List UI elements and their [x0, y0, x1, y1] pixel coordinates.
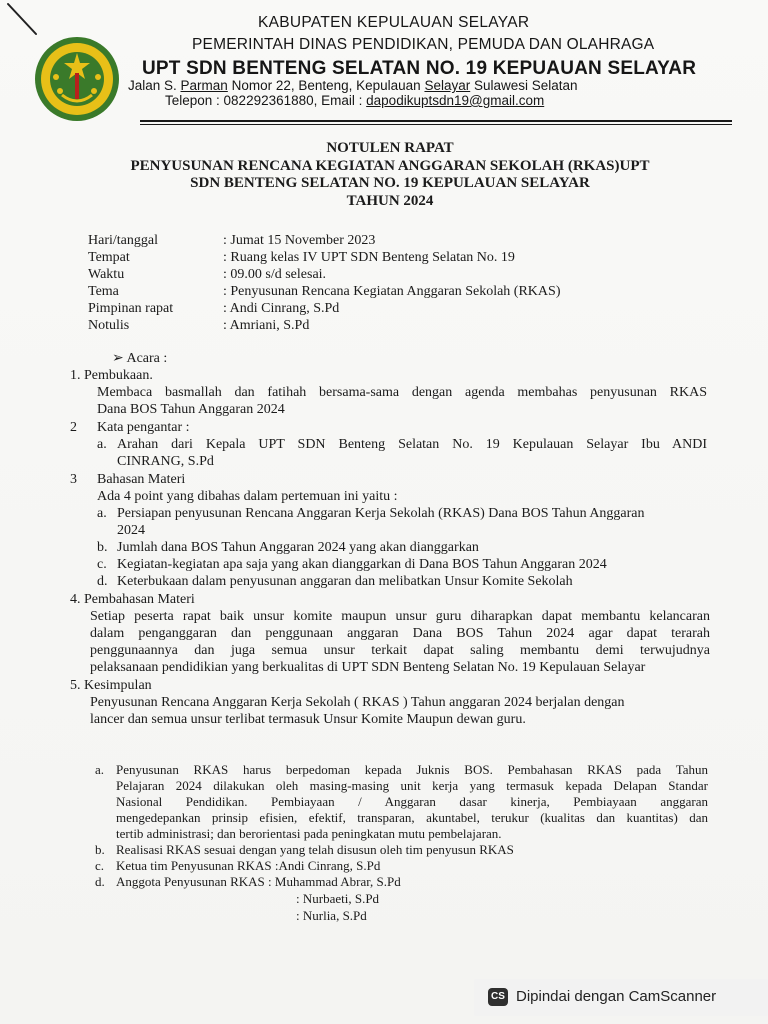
section-2-item-a-cont: CINRANG, S.Pd: [117, 454, 214, 469]
section-2-item-a: Arahan dari Kepala UPT SDN Benteng Selatan No. 19 Kepulauan Selayar Ibu ANDI: [117, 437, 707, 452]
address-suffix: Sulawesi Selatan: [470, 78, 578, 93]
info-value: : Penyusunan Rencana Kegiatan Anggaran Sekolah (RKAS): [223, 284, 561, 299]
list-marker: a.: [97, 506, 107, 521]
doc-subtitle-year: TAHUN 2024: [346, 193, 434, 209]
info-label: Pimpinan rapat: [88, 301, 174, 316]
section-3-item-d: Keterbukaan dalam penyusunan anggaran dan melibatkan Unsur Komite Sekolah: [117, 574, 573, 589]
doc-title: NOTULEN RAPAT: [326, 140, 454, 156]
section-5-heading: 5. Kesimpulan: [70, 678, 152, 693]
letterhead-rule-thin: [140, 124, 732, 125]
camscanner-icon: CS: [488, 988, 508, 1006]
section-4-heading: 4. Pembahasan Materi: [70, 592, 195, 607]
section-3-heading: Bahasan Materi: [97, 472, 186, 487]
conclusion-d-member-3: : Nurlia, S.Pd: [296, 908, 367, 923]
list-marker: b.: [97, 540, 108, 555]
doc-subtitle-2: SDN BENTENG SELATAN NO. 19 KEPULAUAN SELAYAR: [190, 175, 590, 191]
section-3-number: 3: [70, 472, 77, 487]
list-marker: d.: [97, 574, 108, 589]
camscanner-text: Dipindai dengan CamScanner: [516, 988, 717, 1005]
section-2-heading: Kata pengantar :: [97, 420, 190, 435]
section-4-text-1: Setiap peserta rapat baik unsur komite maupun unsur guru diharapkan dapat membantu kelancaran: [90, 609, 710, 624]
list-marker: c.: [95, 858, 105, 873]
list-marker: c.: [97, 557, 107, 572]
info-value: : 09.00 s/d selesai.: [223, 267, 327, 282]
info-label: Tempat: [88, 250, 130, 265]
section-4-text-3: penggunaannya dan juga semua unsur terkait dapat saling membantu demi terwujudnya: [90, 643, 710, 658]
section-3-item-b: Jumlah dana BOS Tahun Anggaran 2024 yang akan dianggarkan: [117, 540, 479, 555]
section-5-text-2: lancer dan semua unsur terlibat termasuk Unsur Komite Maupun dewan guru.: [90, 712, 526, 727]
section-1-heading: 1. Pembukaan.: [70, 368, 153, 383]
section-3-intro: Ada 4 point yang dibahas dalam pertemuan ini yaitu :: [97, 489, 398, 504]
camscanner-watermark: [474, 979, 768, 1016]
conclusion-b: Realisasi RKAS sesuai dengan yang telah disusun oleh tim penyusun RKAS: [116, 842, 514, 857]
letterhead-school-name: UPT SDN BENTENG SELATAN NO. 19 KEPUAUAN SELAYAR: [142, 58, 697, 79]
info-value: : Jumat 15 November 2023: [223, 233, 376, 248]
list-marker: a.: [97, 437, 107, 452]
address-selayar: Selayar: [424, 78, 471, 93]
list-marker: b.: [95, 842, 105, 857]
doc-subtitle-1: PENYUSUNAN RENCANA KEGIATAN ANGGARAN SEKOLAH (RKAS)UPT: [130, 158, 650, 174]
info-label: Waktu: [88, 267, 125, 282]
conclusion-c: Ketua tim Penyusunan RKAS :Andi Cinrang, S.Pd: [116, 858, 381, 873]
conclusion-a-line-1: Penyusunan RKAS harus berpedoman kepada Juknis BOS. Pembahasan RKAS pada Tahun: [116, 762, 708, 777]
info-label: Hari/tanggal: [88, 233, 158, 248]
section-4-text-2: dalam penganggaran dan penggunaan anggaran Dana BOS Tahun 2024 agar dapat terarah: [90, 626, 710, 641]
info-value: : Ruang kelas IV UPT SDN Benteng Selatan No. 19: [223, 250, 515, 265]
conclusion-a-line-5: tertib administrasi; dan berorientasi pada peningkatan mutu pembelajaran.: [116, 826, 502, 841]
section-3-item-a-cont: 2024: [117, 523, 145, 538]
letterhead-rule-thick: [140, 120, 732, 122]
regency-emblem-logo: [32, 33, 122, 123]
address-parman: Parman: [180, 78, 228, 93]
address-prefix: Jalan S.: [128, 78, 181, 93]
conclusion-a-line-4: mengedepankan prinsip efisien, efektif, transparan, akuntabel, terukur (kualitas dan kuantitas) dan: [116, 810, 708, 825]
section-1-text-cont: Dana BOS Tahun Anggaran 2024: [97, 402, 285, 417]
letterhead-department: PEMERINTAH DINAS PENDIDIKAN, PEMUDA DAN OLAHRAGA: [192, 36, 655, 53]
info-value: : Amriani, S.Pd: [223, 318, 310, 333]
conclusion-a-line-2: Pelajaran 2024 dilakukan oleh masing-masing unit kerja yang termasuk kepada Delapan Standar: [116, 778, 708, 793]
info-label: Tema: [88, 284, 119, 299]
address-mid: Nomor 22, Benteng, Kepulauan: [227, 78, 425, 93]
list-marker: a.: [95, 762, 105, 777]
section-4-text-4: pelaksanaan pendidikian yang berkualitas di UPT SDN Benteng Selatan No. 19 Kepulauan Selayar: [90, 660, 646, 675]
phone-text: Telepon : 082292361880, Email :: [165, 93, 367, 108]
info-label: Notulis: [88, 318, 130, 333]
info-value: : Andi Cinrang, S.Pd: [223, 301, 340, 316]
letterhead-contact: [165, 93, 544, 108]
section-2-number: 2: [70, 420, 77, 435]
conclusion-a-line-3: Nasional Pendidikan. Pembiayaan / Anggaran dasar kinerja, Pembiayaan anggaran: [116, 794, 708, 809]
section-1-text: Membaca basmallah dan fatihah bersama-sama dengan agenda membahas penyusunan RKAS: [97, 385, 707, 400]
section-3-item-a: Persiapan penyusunan Rencana Anggaran Kerja Sekolah (RKAS) Dana BOS Tahun Anggaran: [117, 506, 645, 521]
letterhead-address: [128, 78, 578, 93]
conclusion-d: Anggota Penyusunan RKAS : Muhammad Abrar, S.Pd: [116, 874, 401, 889]
section-5-text-1: Penyusunan Rencana Anggaran Kerja Sekolah ( RKAS ) Tahun anggaran 2024 berjalan dengan: [90, 695, 625, 710]
list-marker: d.: [95, 874, 105, 889]
email-text: dapodikuptsdn19@gmail.com: [366, 93, 545, 108]
agenda-label: ➢ Acara :: [112, 351, 168, 366]
letterhead-regency: KABUPATEN KEPULAUAN SELAYAR: [258, 14, 530, 31]
section-3-item-c: Kegiatan-kegiatan apa saja yang akan dianggarkan di Dana BOS Tahun Anggaran 2024: [117, 557, 607, 572]
conclusion-d-member-2: : Nurbaeti, S.Pd: [296, 891, 380, 906]
